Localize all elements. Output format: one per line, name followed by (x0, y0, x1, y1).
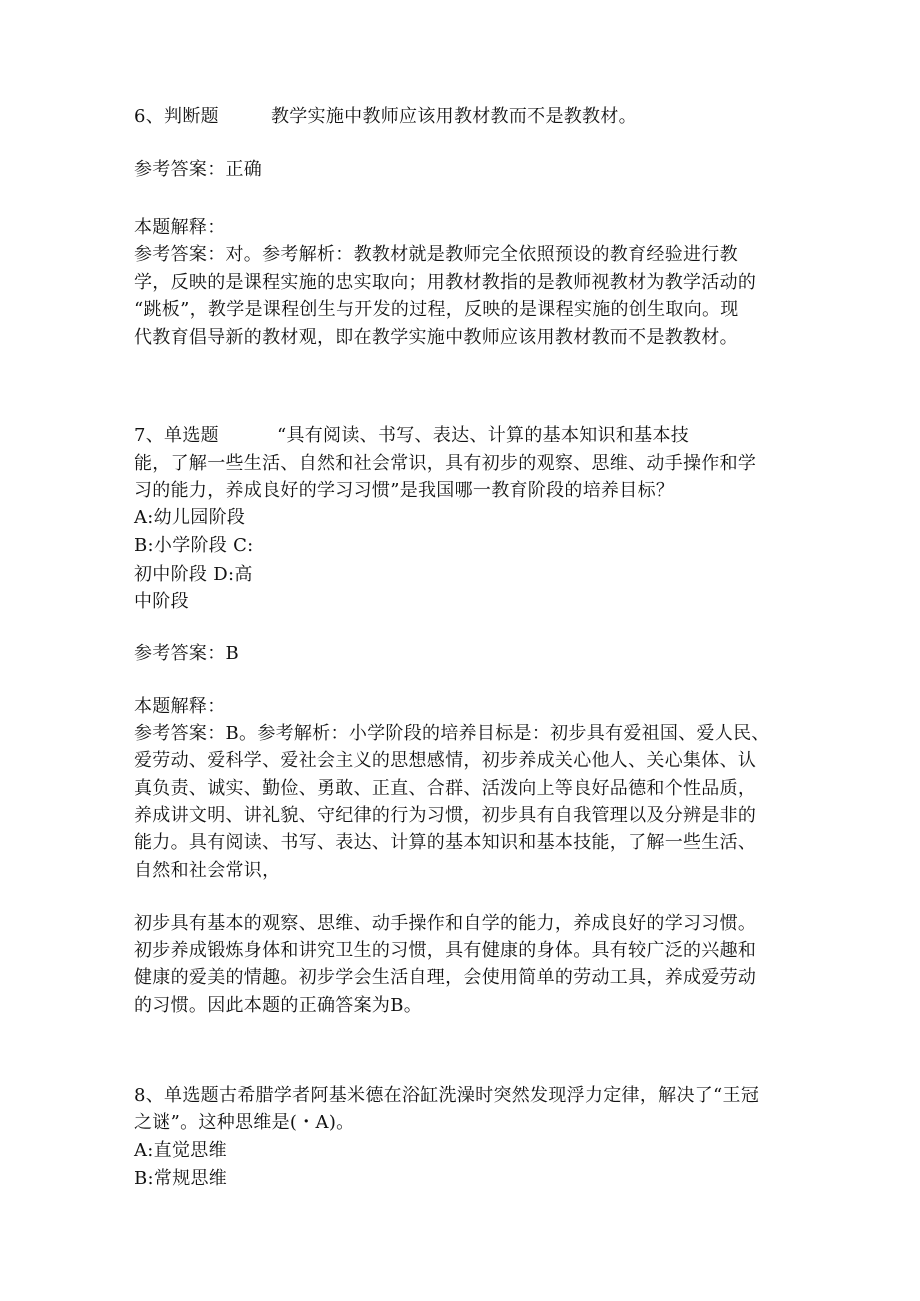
q7-explain-line: 能力。具有阅读、书写、表达、计算的基本知识和基本技能，了解一些生活、 (134, 832, 757, 853)
q7-option: B:小学阶段 C: (134, 535, 254, 556)
q6-stem: 教学实施中教师应该用教材教而不是教教材。 (270, 106, 637, 127)
q8-option: A:直觉思维 (134, 1140, 227, 1161)
q7-stem-line (134, 423, 689, 449)
q6-explain-line: 代教育倡导新的教材观，即在教学实施中教师应该用教材教而不是教教材。 (134, 327, 738, 348)
q7-option: 初中阶段 D:高 (134, 564, 253, 585)
q7-explain-line: 参考答案：B。参考解析：小学阶段的培养目标是：初步具有爱祖国、爱人民、 (134, 723, 770, 744)
q7-explain-line: 初步养成锻炼身体和讲究卫生的习惯，具有健康的身体。具有较广泛的兴趣和 (134, 940, 757, 961)
q7-header: 7、单选题 (134, 425, 219, 446)
q6-answer: 参考答案：正确 (134, 159, 263, 180)
q6-explain-line: 学，反映的是课程实施的忠实取向；用教材教指的是教师视教材为教学活动的 (134, 272, 757, 293)
q7-option: A:幼儿园阶段 (134, 507, 246, 528)
q6-stem-line (134, 104, 637, 130)
q7-explain-title: 本题解释： (134, 696, 226, 717)
q7-explain-line: 真负责、诚实、勤俭、勇敢、正直、合群、活泼向上等良好品德和个性品质， (134, 778, 757, 799)
q6-explain-line: “跳板”，教学是课程创生与开发的过程，反映的是课程实施的创生取向。现 (134, 299, 739, 320)
q7-stem-line: 能，了解一些生活、自然和社会常识，具有初步的观察、思维、动手操作和学 (134, 453, 757, 474)
q7-explain-line: 爱劳动、爱科学、爱社会主义的思想感情，初步养成关心他人、关心集体、认 (134, 750, 757, 771)
q7-answer: 参考答案：B (134, 643, 240, 664)
q6-explain-line: 参考答案：对。参考解析：教教材就是教师完全依照预设的教育经验进行教 (134, 244, 738, 265)
q7-explain-line: 自然和社会常识， (134, 860, 281, 881)
q7-explain-line: 养成讲文明、讲礼貌、守纪律的行为习惯，初步具有自我管理以及分辨是非的 (134, 805, 757, 826)
q7-stem-line: 习的能力，养成良好的学习习惯”是我国哪一教育阶段的培养目标？ (134, 480, 675, 501)
q8-stem-line: 8、单选题古希腊学者阿基米德在浴缸洗澡时突然发现浮力定律，解决了“王冠 (134, 1085, 760, 1106)
q7-stem-first: “具有阅读、书写、表达、计算的基本知识和基本技 (276, 425, 690, 446)
q8-stem-line: 之谜”。这种思维是(・A)。 (134, 1112, 355, 1133)
q7-explain-line: 健康的爱美的情趣。初步学会生活自理，会使用简单的劳动工具，养成爱劳动 (134, 967, 757, 988)
q7-option: 中阶段 (134, 591, 189, 612)
q7-explain-line: 初步具有基本的观察、思维、动手操作和自学的能力，养成良好的学习习惯。 (134, 913, 757, 934)
q6-header: 6、判断题 (134, 106, 219, 127)
q7-explain-line: 的习惯。因此本题的正确答案为B。 (134, 995, 423, 1016)
q8-option: B:常规思维 (134, 1168, 228, 1189)
q6-explain-title: 本题解释： (134, 217, 226, 238)
